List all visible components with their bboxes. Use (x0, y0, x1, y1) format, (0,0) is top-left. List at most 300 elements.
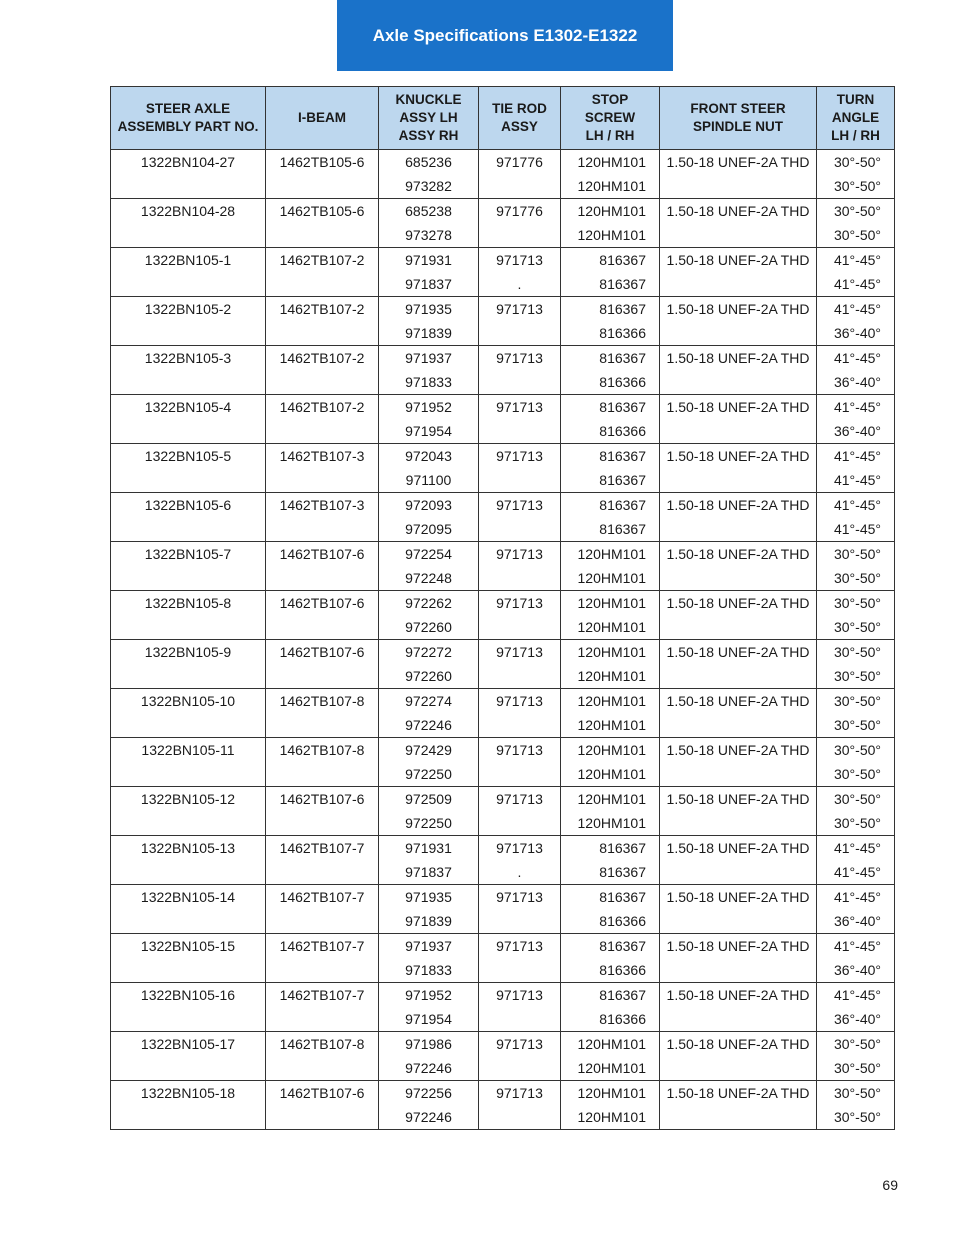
cell-spindle-nut: 1.50-18 UNEF-2A THD (660, 983, 817, 1008)
cell-tie-rod: 971713 (479, 836, 561, 861)
cell-spindle-nut-blank (660, 1007, 817, 1032)
col-header-part-no-line-1: STEER AXLE (145, 101, 231, 116)
cell-tie-rod: 971713 (479, 248, 561, 273)
cell-spindle-nut: 1.50-18 UNEF-2A THD (660, 150, 817, 175)
cell-spindle-nut: 1.50-18 UNEF-2A THD (660, 493, 817, 518)
cell-stop-screw-rh: 816367 (561, 468, 660, 493)
cell-part-no-blank (111, 1105, 266, 1130)
cell-turn-angle-rh: 41°-45° (817, 860, 895, 885)
cell-tie-rod-sub (479, 223, 561, 248)
cell-spindle-nut: 1.50-18 UNEF-2A THD (660, 346, 817, 371)
table-row-continued (111, 272, 895, 297)
cell-knuckle-rh: 972246 (379, 1105, 479, 1130)
cell-part-no: 1322BN105-15 (111, 934, 266, 959)
cell-ibeam: 1462TB107-6 (266, 787, 379, 812)
cell-part-no-blank (111, 174, 266, 199)
page-number: 69 (882, 1177, 898, 1193)
cell-stop-screw-lh: 816367 (561, 444, 660, 469)
cell-tie-rod-sub (479, 468, 561, 493)
cell-knuckle-lh: 971935 (379, 297, 479, 322)
cell-ibeam: 1462TB107-6 (266, 640, 379, 665)
cell-spindle-nut-blank (660, 419, 817, 444)
col-header-tie-rod-line-1: TIE ROD (492, 101, 547, 116)
col-header-stop-screw-line-1: STOP SCREW (584, 92, 636, 125)
cell-stop-screw-lh: 816367 (561, 493, 660, 518)
col-header-knuckle (379, 87, 479, 150)
cell-stop-screw-lh: 120HM101 (561, 738, 660, 763)
table-row-continued (111, 615, 895, 640)
cell-tie-rod: 971713 (479, 591, 561, 616)
cell-ibeam-blank (266, 419, 379, 444)
cell-part-no-blank (111, 860, 266, 885)
cell-knuckle-lh: 971937 (379, 934, 479, 959)
cell-turn-angle-rh: 36°-40° (817, 321, 895, 346)
cell-tie-rod-sub (479, 517, 561, 542)
cell-spindle-nut: 1.50-18 UNEF-2A THD (660, 787, 817, 812)
table-body (111, 150, 895, 1130)
cell-part-no: 1322BN105-7 (111, 542, 266, 567)
table-row-continued (111, 1105, 895, 1130)
table-row (111, 787, 895, 812)
cell-tie-rod-sub (479, 370, 561, 395)
cell-turn-angle-rh: 41°-45° (817, 468, 895, 493)
cell-tie-rod-sub (479, 174, 561, 199)
cell-spindle-nut: 1.50-18 UNEF-2A THD (660, 248, 817, 273)
cell-turn-angle-lh: 41°-45° (817, 885, 895, 910)
cell-stop-screw-rh: 120HM101 (561, 713, 660, 738)
cell-ibeam: 1462TB107-2 (266, 248, 379, 273)
cell-part-no-blank (111, 370, 266, 395)
axle-spec-table (110, 86, 895, 1130)
cell-ibeam-blank (266, 468, 379, 493)
cell-stop-screw-lh: 816367 (561, 297, 660, 322)
cell-spindle-nut: 1.50-18 UNEF-2A THD (660, 542, 817, 567)
table-row (111, 689, 895, 714)
cell-turn-angle-lh: 41°-45° (817, 346, 895, 371)
cell-turn-angle-rh: 30°-50° (817, 713, 895, 738)
cell-tie-rod: 971776 (479, 199, 561, 224)
cell-spindle-nut-blank (660, 958, 817, 983)
cell-ibeam-blank (266, 370, 379, 395)
table-row-continued (111, 909, 895, 934)
cell-tie-rod: 971713 (479, 787, 561, 812)
cell-stop-screw-lh: 120HM101 (561, 1081, 660, 1106)
cell-spindle-nut-blank (660, 811, 817, 836)
col-header-stop-screw-line-2: LH / RH (585, 128, 635, 143)
cell-ibeam-blank (266, 566, 379, 591)
cell-ibeam-blank (266, 1056, 379, 1081)
table-row-continued (111, 811, 895, 836)
cell-knuckle-lh: 971935 (379, 885, 479, 910)
cell-knuckle-lh: 972043 (379, 444, 479, 469)
cell-ibeam: 1462TB107-6 (266, 591, 379, 616)
cell-ibeam: 1462TB107-3 (266, 493, 379, 518)
cell-tie-rod-sub (479, 909, 561, 934)
cell-spindle-nut-blank (660, 517, 817, 542)
cell-tie-rod-sub (479, 615, 561, 640)
table-row-continued (111, 1056, 895, 1081)
cell-tie-rod-sub (479, 419, 561, 444)
cell-knuckle-lh: 971986 (379, 1032, 479, 1057)
cell-stop-screw-rh: 816366 (561, 370, 660, 395)
cell-ibeam: 1462TB107-2 (266, 395, 379, 420)
cell-stop-screw-rh: 120HM101 (561, 223, 660, 248)
cell-stop-screw-lh: 120HM101 (561, 689, 660, 714)
cell-ibeam-blank (266, 909, 379, 934)
cell-knuckle-lh: 972256 (379, 1081, 479, 1106)
col-header-turn-angle (817, 87, 895, 150)
cell-turn-angle-rh: 30°-50° (817, 615, 895, 640)
cell-part-no-blank (111, 762, 266, 787)
cell-turn-angle-rh: 41°-45° (817, 517, 895, 542)
cell-tie-rod-sub (479, 713, 561, 738)
cell-ibeam-blank (266, 713, 379, 738)
table-row (111, 150, 895, 175)
cell-tie-rod: 971713 (479, 297, 561, 322)
cell-stop-screw-rh: 120HM101 (561, 811, 660, 836)
cell-part-no: 1322BN105-6 (111, 493, 266, 518)
cell-part-no: 1322BN104-27 (111, 150, 266, 175)
table-row-continued (111, 713, 895, 738)
table-header-row (111, 87, 895, 150)
cell-tie-rod: 971713 (479, 493, 561, 518)
cell-part-no-blank (111, 664, 266, 689)
cell-spindle-nut: 1.50-18 UNEF-2A THD (660, 1081, 817, 1106)
cell-knuckle-lh: 971931 (379, 836, 479, 861)
cell-turn-angle-rh: 30°-50° (817, 762, 895, 787)
cell-part-no: 1322BN105-16 (111, 983, 266, 1008)
cell-knuckle-rh: 973278 (379, 223, 479, 248)
cell-turn-angle-lh: 41°-45° (817, 493, 895, 518)
cell-part-no: 1322BN105-13 (111, 836, 266, 861)
cell-spindle-nut-blank (660, 566, 817, 591)
cell-stop-screw-lh: 120HM101 (561, 542, 660, 567)
cell-ibeam-blank (266, 1007, 379, 1032)
cell-spindle-nut-blank (660, 664, 817, 689)
cell-turn-angle-lh: 41°-45° (817, 395, 895, 420)
cell-part-no: 1322BN105-5 (111, 444, 266, 469)
cell-knuckle-lh: 971952 (379, 395, 479, 420)
cell-spindle-nut-blank (660, 762, 817, 787)
table-row-continued (111, 860, 895, 885)
cell-knuckle-rh: 971954 (379, 1007, 479, 1032)
table-row-continued (111, 419, 895, 444)
cell-stop-screw-rh: 816366 (561, 1007, 660, 1032)
cell-tie-rod-sub (479, 1007, 561, 1032)
cell-knuckle-rh: 972250 (379, 762, 479, 787)
cell-knuckle-lh: 972262 (379, 591, 479, 616)
cell-turn-angle-rh: 41°-45° (817, 272, 895, 297)
cell-knuckle-lh: 972509 (379, 787, 479, 812)
cell-spindle-nut-blank (660, 1105, 817, 1130)
table-row (111, 591, 895, 616)
table-row (111, 640, 895, 665)
table-row (111, 199, 895, 224)
cell-knuckle-rh: 971833 (379, 370, 479, 395)
cell-spindle-nut-blank (660, 713, 817, 738)
table-row (111, 1081, 895, 1106)
cell-turn-angle-lh: 41°-45° (817, 983, 895, 1008)
cell-turn-angle-lh: 30°-50° (817, 689, 895, 714)
cell-stop-screw-rh: 120HM101 (561, 566, 660, 591)
cell-turn-angle-lh: 30°-50° (817, 1081, 895, 1106)
cell-part-no: 1322BN105-18 (111, 1081, 266, 1106)
cell-turn-angle-lh: 30°-50° (817, 542, 895, 567)
cell-turn-angle-lh: 41°-45° (817, 444, 895, 469)
cell-knuckle-rh: 971839 (379, 321, 479, 346)
cell-turn-angle-rh: 30°-50° (817, 811, 895, 836)
cell-ibeam: 1462TB107-7 (266, 836, 379, 861)
cell-knuckle-lh: 685236 (379, 150, 479, 175)
cell-part-no-blank (111, 713, 266, 738)
cell-part-no: 1322BN105-8 (111, 591, 266, 616)
cell-part-no-blank (111, 811, 266, 836)
cell-knuckle-rh: 972246 (379, 1056, 479, 1081)
col-header-spindle-nut-line-1: FRONT STEER (690, 101, 786, 116)
cell-tie-rod: 971713 (479, 885, 561, 910)
cell-tie-rod-sub (479, 958, 561, 983)
cell-turn-angle-rh: 30°-50° (817, 223, 895, 248)
cell-stop-screw-rh: 120HM101 (561, 174, 660, 199)
table-row (111, 885, 895, 910)
cell-tie-rod-sub (479, 1105, 561, 1130)
col-header-stop-screw (561, 87, 660, 150)
cell-tie-rod: 971713 (479, 640, 561, 665)
cell-knuckle-rh: 972248 (379, 566, 479, 591)
cell-turn-angle-rh: 30°-50° (817, 566, 895, 591)
cell-spindle-nut: 1.50-18 UNEF-2A THD (660, 689, 817, 714)
cell-tie-rod: 971713 (479, 542, 561, 567)
cell-spindle-nut: 1.50-18 UNEF-2A THD (660, 297, 817, 322)
table-row-continued (111, 517, 895, 542)
cell-stop-screw-rh: 120HM101 (561, 1056, 660, 1081)
cell-part-no: 1322BN105-1 (111, 248, 266, 273)
cell-tie-rod-sub: . (479, 860, 561, 885)
table-row-continued (111, 762, 895, 787)
cell-tie-rod: 971713 (479, 738, 561, 763)
cell-part-no: 1322BN105-9 (111, 640, 266, 665)
cell-ibeam: 1462TB107-7 (266, 885, 379, 910)
cell-spindle-nut: 1.50-18 UNEF-2A THD (660, 199, 817, 224)
cell-tie-rod: 971776 (479, 150, 561, 175)
cell-part-no: 1322BN105-11 (111, 738, 266, 763)
cell-turn-angle-lh: 41°-45° (817, 934, 895, 959)
cell-spindle-nut: 1.50-18 UNEF-2A THD (660, 885, 817, 910)
cell-stop-screw-lh: 120HM101 (561, 1032, 660, 1057)
cell-part-no: 1322BN105-2 (111, 297, 266, 322)
table-row (111, 1032, 895, 1057)
cell-knuckle-lh: 971937 (379, 346, 479, 371)
cell-knuckle-rh: 972260 (379, 615, 479, 640)
table-row-continued (111, 174, 895, 199)
cell-knuckle-lh: 972093 (379, 493, 479, 518)
cell-tie-rod-sub (479, 321, 561, 346)
table-row-continued (111, 664, 895, 689)
cell-stop-screw-lh: 816367 (561, 395, 660, 420)
cell-ibeam: 1462TB107-2 (266, 346, 379, 371)
cell-spindle-nut-blank (660, 370, 817, 395)
cell-stop-screw-rh: 816367 (561, 860, 660, 885)
cell-ibeam: 1462TB107-7 (266, 983, 379, 1008)
cell-tie-rod-sub: . (479, 272, 561, 297)
cell-turn-angle-rh: 30°-50° (817, 1056, 895, 1081)
cell-knuckle-rh: 972246 (379, 713, 479, 738)
cell-turn-angle-rh: 36°-40° (817, 958, 895, 983)
col-header-knuckle-line-2: ASSY LH (399, 110, 458, 125)
cell-spindle-nut: 1.50-18 UNEF-2A THD (660, 738, 817, 763)
cell-knuckle-rh: 973282 (379, 174, 479, 199)
cell-ibeam-blank (266, 811, 379, 836)
cell-tie-rod: 971713 (479, 395, 561, 420)
col-header-turn-angle-line-2: ANGLE (831, 110, 880, 125)
cell-knuckle-rh: 972260 (379, 664, 479, 689)
cell-turn-angle-lh: 41°-45° (817, 297, 895, 322)
cell-stop-screw-lh: 120HM101 (561, 199, 660, 224)
cell-knuckle-rh: 971837 (379, 860, 479, 885)
cell-spindle-nut-blank (660, 321, 817, 346)
col-header-turn-angle-line-1: TURN (836, 92, 875, 107)
cell-stop-screw-rh: 120HM101 (561, 1105, 660, 1130)
cell-ibeam: 1462TB107-8 (266, 689, 379, 714)
cell-turn-angle-lh: 30°-50° (817, 787, 895, 812)
table-row (111, 346, 895, 371)
cell-turn-angle-lh: 30°-50° (817, 591, 895, 616)
cell-turn-angle-rh: 36°-40° (817, 909, 895, 934)
cell-tie-rod: 971713 (479, 689, 561, 714)
table-row-continued (111, 223, 895, 248)
cell-spindle-nut: 1.50-18 UNEF-2A THD (660, 640, 817, 665)
col-header-tie-rod (479, 87, 561, 150)
cell-stop-screw-lh: 120HM101 (561, 640, 660, 665)
cell-tie-rod-sub (479, 664, 561, 689)
cell-spindle-nut-blank (660, 1056, 817, 1081)
cell-turn-angle-lh: 30°-50° (817, 738, 895, 763)
col-header-part-no-line-2: ASSEMBLY PART NO. (117, 119, 259, 134)
table-row (111, 983, 895, 1008)
cell-ibeam: 1462TB107-8 (266, 1032, 379, 1057)
cell-part-no: 1322BN105-17 (111, 1032, 266, 1057)
cell-spindle-nut-blank (660, 223, 817, 248)
cell-turn-angle-rh: 36°-40° (817, 370, 895, 395)
cell-turn-angle-lh: 41°-45° (817, 836, 895, 861)
cell-ibeam: 1462TB107-6 (266, 542, 379, 567)
cell-tie-rod-sub (479, 1056, 561, 1081)
cell-ibeam-blank (266, 223, 379, 248)
cell-part-no: 1322BN105-14 (111, 885, 266, 910)
cell-part-no: 1322BN104-28 (111, 199, 266, 224)
cell-spindle-nut-blank (660, 909, 817, 934)
cell-part-no-blank (111, 468, 266, 493)
table-row (111, 395, 895, 420)
col-header-tie-rod-line-2: ASSY (501, 119, 538, 134)
cell-ibeam: 1462TB107-6 (266, 1081, 379, 1106)
cell-part-no-blank (111, 909, 266, 934)
cell-part-no: 1322BN105-4 (111, 395, 266, 420)
cell-stop-screw-lh: 120HM101 (561, 591, 660, 616)
cell-tie-rod: 971713 (479, 346, 561, 371)
col-header-ibeam: I-BEAM (266, 87, 379, 150)
cell-spindle-nut-blank (660, 174, 817, 199)
cell-part-no-blank (111, 615, 266, 640)
cell-tie-rod: 971713 (479, 1081, 561, 1106)
cell-ibeam: 1462TB107-3 (266, 444, 379, 469)
cell-tie-rod: 971713 (479, 444, 561, 469)
cell-knuckle-rh: 972250 (379, 811, 479, 836)
cell-ibeam: 1462TB105-6 (266, 199, 379, 224)
cell-spindle-nut: 1.50-18 UNEF-2A THD (660, 934, 817, 959)
cell-stop-screw-rh: 120HM101 (561, 762, 660, 787)
cell-part-no: 1322BN105-12 (111, 787, 266, 812)
cell-ibeam: 1462TB107-8 (266, 738, 379, 763)
cell-knuckle-lh: 972272 (379, 640, 479, 665)
col-header-knuckle-line-1: KNUCKLE (395, 92, 462, 107)
cell-stop-screw-rh: 816366 (561, 909, 660, 934)
cell-spindle-nut-blank (660, 860, 817, 885)
cell-knuckle-lh: 971931 (379, 248, 479, 273)
cell-stop-screw-lh: 816367 (561, 983, 660, 1008)
cell-spindle-nut-blank (660, 468, 817, 493)
cell-knuckle-lh: 972274 (379, 689, 479, 714)
cell-turn-angle-rh: 36°-40° (817, 419, 895, 444)
cell-spindle-nut: 1.50-18 UNEF-2A THD (660, 591, 817, 616)
page-title-banner (337, 0, 673, 71)
cell-turn-angle-rh: 30°-50° (817, 1105, 895, 1130)
cell-ibeam-blank (266, 762, 379, 787)
cell-spindle-nut: 1.50-18 UNEF-2A THD (660, 836, 817, 861)
cell-tie-rod: 971713 (479, 983, 561, 1008)
col-header-spindle-nut (660, 87, 817, 150)
cell-stop-screw-rh: 816366 (561, 419, 660, 444)
cell-part-no: 1322BN105-10 (111, 689, 266, 714)
table-row-continued (111, 566, 895, 591)
cell-spindle-nut: 1.50-18 UNEF-2A THD (660, 444, 817, 469)
cell-ibeam-blank (266, 174, 379, 199)
table-row (111, 248, 895, 273)
cell-turn-angle-rh: 30°-50° (817, 664, 895, 689)
cell-spindle-nut: 1.50-18 UNEF-2A THD (660, 395, 817, 420)
cell-knuckle-rh: 971837 (379, 272, 479, 297)
cell-stop-screw-rh: 816367 (561, 272, 660, 297)
table-row (111, 934, 895, 959)
cell-turn-angle-lh: 41°-45° (817, 248, 895, 273)
cell-part-no-blank (111, 566, 266, 591)
cell-part-no-blank (111, 1056, 266, 1081)
cell-knuckle-rh: 971833 (379, 958, 479, 983)
cell-stop-screw-rh: 120HM101 (561, 664, 660, 689)
cell-spindle-nut-blank (660, 272, 817, 297)
col-header-turn-angle-line-3: LH / RH (831, 128, 880, 143)
cell-knuckle-lh: 972429 (379, 738, 479, 763)
cell-part-no-blank (111, 1007, 266, 1032)
cell-ibeam-blank (266, 615, 379, 640)
cell-knuckle-lh: 972254 (379, 542, 479, 567)
table-row-continued (111, 321, 895, 346)
col-header-spindle-nut-line-2: SPINDLE NUT (692, 119, 783, 134)
cell-ibeam-blank (266, 958, 379, 983)
col-header-part-no (111, 87, 266, 150)
cell-part-no: 1322BN105-3 (111, 346, 266, 371)
cell-ibeam-blank (266, 272, 379, 297)
cell-part-no-blank (111, 419, 266, 444)
table-row (111, 444, 895, 469)
cell-knuckle-lh: 685238 (379, 199, 479, 224)
cell-part-no-blank (111, 517, 266, 542)
table-row (111, 493, 895, 518)
cell-knuckle-rh: 972095 (379, 517, 479, 542)
cell-part-no-blank (111, 321, 266, 346)
col-header-knuckle-line-3: ASSY RH (398, 128, 459, 143)
cell-ibeam: 1462TB107-2 (266, 297, 379, 322)
